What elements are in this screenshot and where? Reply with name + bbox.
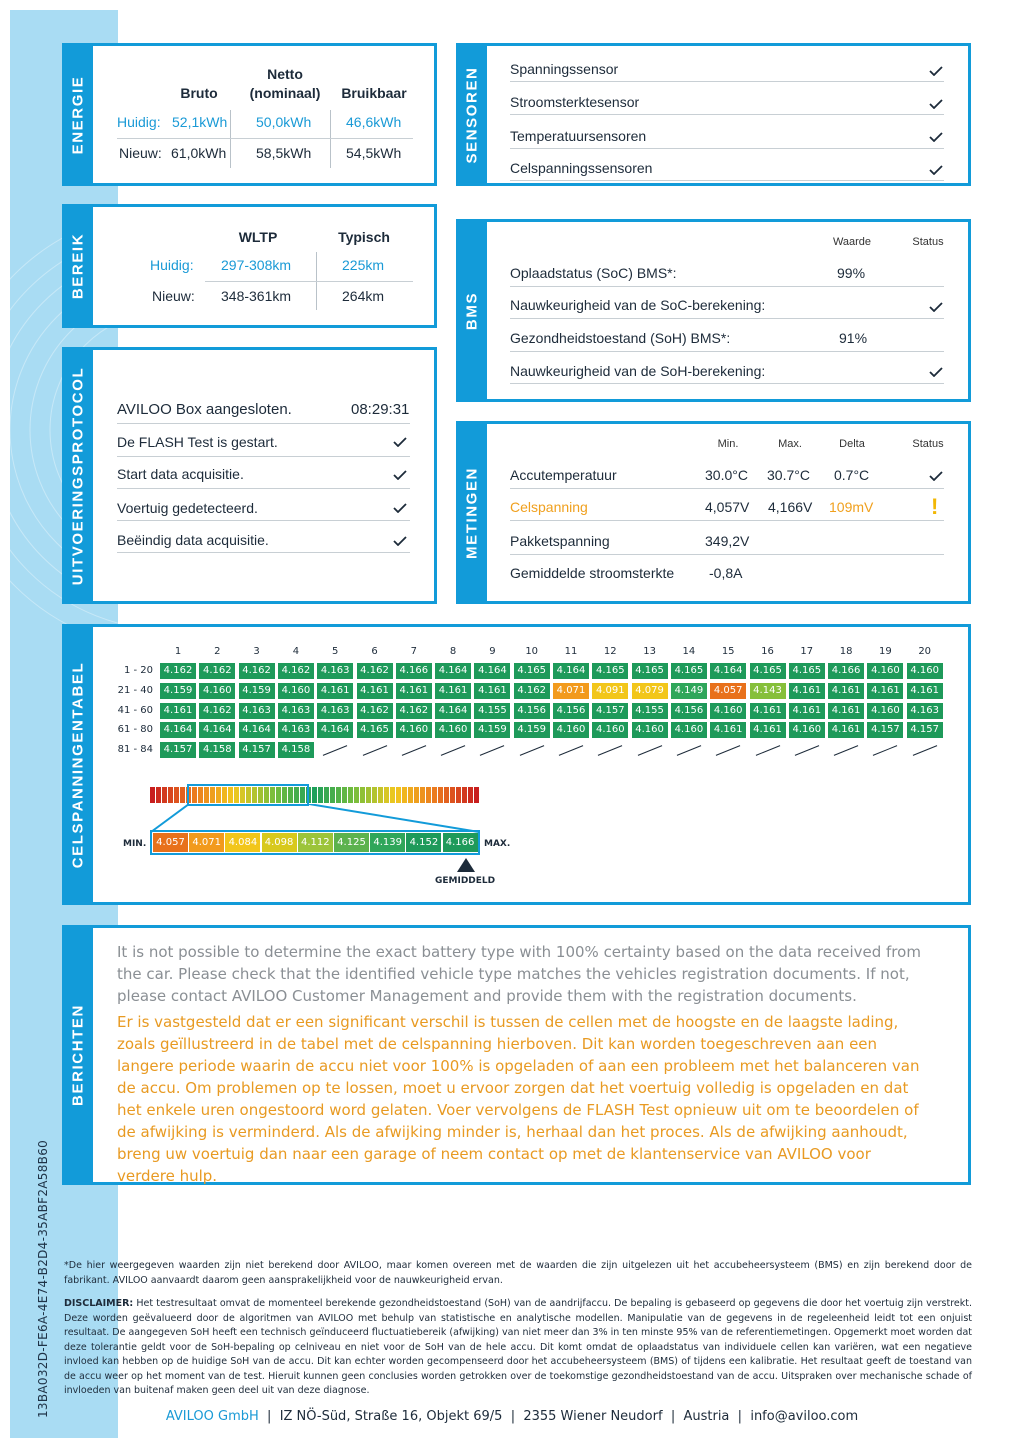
check-icon bbox=[929, 132, 943, 142]
cell-voltage: 4.160 bbox=[867, 703, 903, 719]
gradient-segment bbox=[432, 787, 437, 803]
cell-voltage: 4.161 bbox=[160, 703, 196, 719]
column-number: 4 bbox=[292, 646, 300, 657]
footnote: *De hier weergegeven waarden zijn niet berekend door AVILOO, maar komen overeen met de waarden die zijn uitgelezen uit het accubeheersysteem (BMS) en zijn berekend door de fabrikant. AVILOO aanvaardt daarom geen aansprakelijkheid voor de nauwkeurigheid ervan. bbox=[64, 1260, 972, 1286]
cell-voltage: 4.164 bbox=[435, 703, 471, 719]
sensor-divider bbox=[510, 148, 944, 149]
cell-voltage: 4.143 bbox=[750, 683, 786, 699]
cell-voltage: 4.157 bbox=[907, 722, 943, 738]
gradient-segment bbox=[402, 787, 407, 803]
bms-divider bbox=[510, 286, 944, 287]
range-current-wltp: 297-308km bbox=[221, 257, 292, 273]
column-number: 19 bbox=[879, 646, 892, 657]
messages-title: BERICHTEN bbox=[69, 1004, 86, 1106]
scale-max-label: MAX. bbox=[484, 839, 511, 849]
bms-soh-value: 91% bbox=[839, 330, 868, 346]
cell-voltage: 4.163 bbox=[907, 703, 943, 719]
message-dutch: Er is vastgesteld dat er een significant verschil is tussen de cellen met de hoogste en de laagste lading, zoals geïllustreerd in de tabel met de celspanning hierboven. Dit kan worden toegeschreven aan een langere periode waarin de accu niet voor 100% is opgeladen of aan een probleem met het balanceren van de accu. Om problemen op te lossen, moet u ervoor zorgen dat het voertuig volledig is opgeladen en dat het enkele uren ongestoord word gelaten. Voer vervolgens de FLASH Test opnieuw uit om te beoordelen of de afwijking is verminderd. Als de afwijking minder is, herhaal dan het proces. Als de afwijking aanhoudt, breng uw voertuig dan naar een garage of neem contact op met de klantenservice van AVILOO voor verdere hulp. bbox=[117, 1013, 920, 1185]
cell-voltage: 4.166 bbox=[396, 663, 432, 679]
column-number: 2 bbox=[214, 646, 221, 657]
gradient-segment bbox=[372, 787, 377, 803]
cell-voltage: 4.166 bbox=[828, 663, 864, 679]
column-number: 18 bbox=[839, 646, 853, 657]
column-number: 17 bbox=[800, 646, 814, 657]
cell-voltage: 4.162 bbox=[160, 663, 196, 679]
gradient-segment bbox=[156, 787, 161, 803]
cell-voltage: 4.161 bbox=[396, 683, 432, 699]
sensor-divider bbox=[510, 180, 944, 181]
footer-separator: | bbox=[267, 1409, 272, 1424]
cell-voltage: 4.160 bbox=[867, 663, 903, 679]
row-label: 1 - 20 bbox=[123, 665, 153, 676]
cell-voltage: 4.160 bbox=[907, 663, 943, 679]
gradient-segment bbox=[384, 787, 389, 803]
meas-col-delta: Delta bbox=[839, 438, 865, 450]
gradient-segment bbox=[420, 787, 425, 803]
sensor-divider bbox=[510, 81, 944, 82]
cell-voltage: 4.161 bbox=[867, 683, 903, 699]
column-number: 20 bbox=[918, 646, 932, 657]
cell-voltage: 4.156 bbox=[671, 703, 707, 719]
cell-voltage: 4.164 bbox=[239, 722, 275, 738]
energy-divider bbox=[230, 110, 231, 168]
cell-voltage: 4.165 bbox=[632, 663, 668, 679]
meas-min: 4,057V bbox=[705, 499, 750, 515]
sensor-item: Stroomsterktesensor bbox=[510, 94, 640, 110]
meas-col-status: Status bbox=[912, 438, 944, 450]
scale-value: 4.084 bbox=[225, 833, 260, 852]
check-icon bbox=[393, 437, 407, 447]
column-number: 10 bbox=[525, 646, 539, 657]
range-row-divider bbox=[205, 281, 413, 282]
cell-voltage: 4.071 bbox=[553, 683, 589, 699]
cell-voltage: 4.157 bbox=[867, 722, 903, 738]
energy-col-bruto: Bruto bbox=[180, 85, 218, 101]
gradient-segment bbox=[318, 787, 323, 803]
bms-divider bbox=[510, 383, 944, 384]
column-number: 8 bbox=[449, 646, 457, 657]
energy-row-divider bbox=[117, 138, 413, 139]
footer-country: Austria bbox=[683, 1409, 730, 1424]
scale-value: 4.071 bbox=[189, 833, 224, 852]
cell-voltage: 4.163 bbox=[278, 703, 314, 719]
document-id: 13BA032D-FE6A-4E74-B2D4-35ABF2A58B60 bbox=[36, 1139, 50, 1418]
energy-tab bbox=[62, 43, 93, 186]
protocol-heading: AVILOO Box aangesloten. bbox=[117, 401, 292, 418]
gradient-segment bbox=[324, 787, 329, 803]
cell-voltage: 4.164 bbox=[199, 722, 235, 738]
row-label: 81 - 84 bbox=[117, 744, 153, 756]
cell-voltage: 4.164 bbox=[160, 722, 196, 738]
column-number: 12 bbox=[603, 646, 617, 657]
check-icon bbox=[393, 536, 407, 546]
bms-col-status: Status bbox=[912, 236, 944, 248]
energy-col-netto: Netto bbox=[267, 66, 303, 82]
protocol-divider bbox=[117, 423, 410, 424]
protocol-step: Start data acquisitie. bbox=[117, 466, 244, 482]
bms-divider bbox=[510, 351, 944, 352]
cell-voltage: 4.161 bbox=[828, 722, 864, 738]
gradient-segment bbox=[360, 787, 365, 803]
cell-voltage: 4.164 bbox=[710, 663, 746, 679]
message-english: It is not possible to determine the exact battery type with 100% certainty based on the data received from the car. Please check that the identified vehicle type matches the vehicles registration documents. If not, please contact AVILOO Customer Management and provide them with the registration documents. bbox=[117, 943, 921, 1005]
gradient-segment bbox=[174, 787, 179, 803]
check-icon bbox=[929, 99, 943, 109]
range-col-wltp: WLTP bbox=[238, 229, 278, 245]
cell-voltage: 4.160 bbox=[671, 722, 707, 738]
meas-col-min: Min. bbox=[717, 438, 739, 450]
column-number: 9 bbox=[489, 646, 496, 657]
cell-voltage: 4.160 bbox=[553, 722, 589, 738]
footer-separator: | bbox=[670, 1409, 676, 1424]
disclaimer-label: DISCLAIMER: bbox=[64, 1298, 134, 1309]
cell-voltage: 4.159 bbox=[474, 722, 510, 738]
row-label: 21 - 40 bbox=[117, 684, 153, 696]
column-number: 3 bbox=[253, 646, 260, 657]
meas-delta: 0.7°C bbox=[834, 467, 870, 483]
cell-voltage: 4.161 bbox=[828, 703, 864, 719]
cell-voltage: 4.162 bbox=[357, 703, 393, 719]
cell-voltage: 4.164 bbox=[474, 663, 510, 679]
bms-soc-value: 99% bbox=[837, 265, 866, 281]
bms-tab bbox=[456, 219, 487, 402]
range-tab bbox=[62, 204, 93, 328]
cell-voltage: 4.159 bbox=[160, 683, 196, 699]
scale-value: 4.112 bbox=[298, 833, 333, 852]
meas-delta: 109mV bbox=[829, 499, 874, 515]
cell-voltage: 4.165 bbox=[671, 663, 707, 679]
meas-max: 30.7°C bbox=[767, 467, 810, 483]
meas-row-label: Accutemperatuur bbox=[510, 467, 617, 483]
gradient-highlight bbox=[187, 784, 309, 806]
gradient-segment bbox=[444, 787, 449, 803]
footer-separator: | bbox=[737, 1409, 743, 1424]
protocol-tab bbox=[62, 347, 93, 604]
range-title: BEREIK bbox=[69, 232, 86, 300]
check-icon bbox=[929, 302, 943, 312]
gradient-segment bbox=[438, 787, 443, 803]
scale-avg-label: GEMIDDELD bbox=[435, 876, 496, 886]
energy-current-netto: 50,0kWh bbox=[256, 114, 312, 130]
cell-voltage: 4.158 bbox=[278, 742, 314, 758]
scale-value: 4.125 bbox=[334, 833, 369, 852]
meas-row-label: Celspanning bbox=[510, 499, 588, 515]
range-current-label: Huidig: bbox=[150, 257, 194, 273]
column-number: 13 bbox=[643, 646, 656, 657]
gradient-segment bbox=[312, 787, 317, 803]
protocol-title: UITVOERINGSPROTOCOL bbox=[69, 366, 86, 585]
energy-new-netto: 58,5kWh bbox=[256, 145, 312, 161]
protocol-step: Beëindig data acquisitie. bbox=[117, 532, 269, 548]
range-new-label: Nieuw: bbox=[152, 288, 195, 304]
cell-voltage: 4.165 bbox=[750, 663, 786, 679]
cell-voltage: 4.165 bbox=[592, 663, 628, 679]
energy-new-label: Nieuw: bbox=[119, 145, 162, 161]
disclaimer-text: Het testresultaat omvat de momenteel berekende gezondheidstoestand (SoH) van de aandrijfaccu. De bepaling is gebaseerd op gegevens die door het voertuig zijn verstrekt. Deze worden geëvalueerd door de algoritmen van AVILOO met behulp van statistische en analytische modellen. Manipulatie van de gegevens in de regeleenheid leidt tot een onjuist resultaat. De aangegeven SoH heeft een technisch geïnduceerd fluctuatiebereik (afwijking) van niet meer dan 3% in ten minste 95% van de referentiemetingen. Opgemerkt moet worden dat deze tolerantie geldt voor de SoH-bepaling op celniveau en niet voor de SoH van de hele accu. Dit komt omdat de oplaadstatus van individuele cellen kan variëren, wat een negatieve invloed kan hebben op de huidige SoH van de accu. Dit kan echter worden gecompenseerd door het accubeheersysteem (BMS) of tijdens een kalibratie. Het resultaat geeft de toestand van de accu weer op het moment van de test. Hieruit kunnen geen conclusies worden getrokken over de toekomstige gezondheidstoestand van de accu. Uitspraken over mechanische schade of invloeden van buitenaf maken geen deel uit van deze diagnose. bbox=[64, 1298, 972, 1396]
check-icon bbox=[929, 471, 943, 481]
protocol-divider bbox=[117, 456, 410, 457]
protocol-step: De FLASH Test is gestart. bbox=[117, 434, 278, 450]
cell-voltage: 4.162 bbox=[239, 663, 275, 679]
sensor-item: Celspanningssensoren bbox=[510, 160, 653, 176]
cell-voltage: 4.163 bbox=[239, 703, 275, 719]
bms-title: BMS bbox=[463, 291, 480, 330]
column-number: 15 bbox=[721, 646, 735, 657]
cell-voltage: 4.161 bbox=[828, 683, 864, 699]
cell-voltage: 4.163 bbox=[317, 703, 353, 719]
row-label: 41 - 60 bbox=[117, 704, 153, 716]
cell-voltage: 4.155 bbox=[474, 703, 510, 719]
column-number: 5 bbox=[332, 646, 339, 657]
footer-company: AVILOO GmbH bbox=[165, 1409, 259, 1424]
cell-voltage: 4.162 bbox=[514, 683, 550, 699]
gradient-segment bbox=[336, 787, 341, 803]
footer-email-link[interactable]: info@aviloo.com bbox=[750, 1409, 859, 1424]
scale-value: 4.098 bbox=[262, 833, 297, 852]
gradient-segment bbox=[354, 787, 359, 803]
range-new-typical: 264km bbox=[342, 288, 385, 304]
cell-voltage: 4.057 bbox=[710, 683, 746, 699]
cell-voltage: 4.159 bbox=[514, 722, 550, 738]
column-number: 7 bbox=[410, 646, 417, 657]
cell-voltage: 4.161 bbox=[317, 683, 353, 699]
cell-voltage: 4.162 bbox=[278, 663, 314, 679]
cell-voltage: 4.163 bbox=[278, 722, 314, 738]
cell-voltage: 4.161 bbox=[789, 703, 825, 719]
scale-value: 4.166 bbox=[443, 833, 478, 852]
gradient-segment bbox=[462, 787, 467, 803]
meas-row-label: Pakketspanning bbox=[510, 533, 610, 549]
cell-voltage: 4.165 bbox=[789, 663, 825, 679]
cell-voltage: 4.161 bbox=[750, 722, 786, 738]
bms-row-label: Oplaadstatus (SoC) BMS*: bbox=[510, 265, 677, 281]
check-icon bbox=[393, 470, 407, 480]
gradient-segment bbox=[348, 787, 353, 803]
meas-min: -0,8A bbox=[709, 565, 743, 581]
cell-voltage: 4.079 bbox=[632, 683, 668, 699]
sensors-title: SENSOREN bbox=[463, 66, 480, 163]
energy-divider bbox=[330, 110, 331, 168]
cell-voltage: 4.161 bbox=[357, 683, 393, 699]
meas-divider bbox=[510, 488, 944, 489]
gradient-segment bbox=[426, 787, 431, 803]
sensor-divider bbox=[510, 114, 944, 115]
cell-voltage: 4.160 bbox=[396, 722, 432, 738]
cell-voltage: 4.161 bbox=[474, 683, 510, 699]
footer bbox=[0, 1409, 1024, 1424]
column-number: 6 bbox=[371, 646, 378, 657]
column-number: 14 bbox=[682, 646, 696, 657]
column-number: 11 bbox=[564, 646, 578, 657]
cell-voltage: 4.160 bbox=[592, 722, 628, 738]
energy-title: ENERGIE bbox=[69, 75, 86, 154]
range-new-wltp: 348-361km bbox=[221, 288, 292, 304]
gradient-segment bbox=[396, 787, 401, 803]
cell-voltage: 4.160 bbox=[199, 683, 235, 699]
energy-new-bruto: 61,0kWh bbox=[171, 145, 227, 161]
protocol-time: 08:29:31 bbox=[351, 401, 410, 418]
check-icon bbox=[393, 503, 407, 513]
scale-value: 4.057 bbox=[153, 833, 188, 852]
cell-voltage: 4.156 bbox=[553, 703, 589, 719]
cell-voltage: 4.162 bbox=[357, 663, 393, 679]
meas-col-max: Max. bbox=[778, 438, 802, 450]
cell-voltage: 4.160 bbox=[632, 722, 668, 738]
energy-new-bruikbaar: 54,5kWh bbox=[346, 145, 402, 161]
row-label: 61 - 80 bbox=[117, 724, 153, 736]
cell-voltage: 4.157 bbox=[239, 742, 275, 758]
column-number: 16 bbox=[761, 646, 774, 657]
cell-table-title: CELSPANNINGENTABEL bbox=[69, 661, 86, 868]
cell-voltage: 4.161 bbox=[710, 722, 746, 738]
footer-city: 2355 Wiener Neudorf bbox=[523, 1409, 663, 1424]
gradient-segment bbox=[168, 787, 173, 803]
cell-voltage: 4.164 bbox=[553, 663, 589, 679]
meas-row-label: Gemiddelde stroomsterkte bbox=[510, 565, 675, 581]
scale-value: 4.139 bbox=[370, 833, 405, 852]
cell-voltage: 4.160 bbox=[278, 683, 314, 699]
measurements-tab bbox=[456, 421, 487, 604]
protocol-divider bbox=[117, 488, 410, 489]
cell-voltage: 4.164 bbox=[317, 722, 353, 738]
gradient-segment bbox=[456, 787, 461, 803]
cell-voltage: 4.149 bbox=[671, 683, 707, 699]
cell-voltage: 4.165 bbox=[514, 663, 550, 679]
cell-voltage: 4.091 bbox=[592, 683, 628, 699]
cell-voltage: 4.160 bbox=[789, 722, 825, 738]
warning-icon: ! bbox=[931, 494, 939, 519]
average-marker-icon bbox=[457, 858, 475, 872]
meas-min: 349,2V bbox=[705, 533, 750, 549]
gradient-segment bbox=[390, 787, 395, 803]
cell-voltage: 4.161 bbox=[789, 683, 825, 699]
gradient-segment bbox=[408, 787, 413, 803]
meas-max: 4,166V bbox=[768, 499, 813, 515]
cell-voltage: 4.157 bbox=[592, 703, 628, 719]
check-icon bbox=[929, 66, 943, 76]
gradient-segment bbox=[330, 787, 335, 803]
energy-col-bruikbaar: Bruikbaar bbox=[341, 85, 407, 101]
cell-voltage: 4.162 bbox=[396, 703, 432, 719]
cell-voltage: 4.162 bbox=[199, 663, 235, 679]
footer-separator: | bbox=[510, 1409, 516, 1424]
protocol-divider bbox=[117, 520, 410, 521]
gradient-segment bbox=[162, 787, 167, 803]
cell-voltage: 4.163 bbox=[317, 663, 353, 679]
energy-current-bruikbaar: 46,6kWh bbox=[346, 114, 402, 130]
cell-voltage: 4.157 bbox=[160, 742, 196, 758]
cell-table-tab bbox=[62, 624, 93, 905]
cell-voltage: 4.164 bbox=[435, 663, 471, 679]
range-col-typical: Typisch bbox=[338, 229, 390, 245]
sensor-item: Temperatuursensoren bbox=[510, 128, 647, 144]
gradient-segment bbox=[366, 787, 371, 803]
measurements-title: METINGEN bbox=[463, 466, 480, 559]
bms-divider bbox=[510, 318, 944, 319]
cell-voltage: 4.161 bbox=[907, 683, 943, 699]
sensor-item: Spanningssensor bbox=[510, 61, 619, 77]
cell-voltage: 4.156 bbox=[514, 703, 550, 719]
cell-voltage: 4.161 bbox=[750, 703, 786, 719]
sensors-tab bbox=[456, 43, 487, 186]
cell-voltage: 4.158 bbox=[199, 742, 235, 758]
protocol-divider bbox=[117, 552, 410, 553]
scale-min-label: MIN. bbox=[123, 839, 147, 849]
check-icon bbox=[929, 165, 943, 175]
gradient-segment bbox=[468, 787, 473, 803]
check-icon bbox=[929, 367, 943, 377]
cell-voltage: 4.160 bbox=[710, 703, 746, 719]
energy-current-bruto: 52,1kWh bbox=[172, 114, 228, 130]
gradient-segment bbox=[342, 787, 347, 803]
scale-value: 4.152 bbox=[406, 833, 441, 852]
bms-row-label: Gezondheidstoestand (SoH) BMS*: bbox=[510, 330, 731, 346]
column-number: 1 bbox=[174, 646, 182, 657]
meas-divider bbox=[510, 554, 944, 555]
bms-col-value: Waarde bbox=[832, 236, 872, 248]
meas-divider bbox=[510, 520, 944, 521]
messages-tab bbox=[62, 925, 93, 1185]
gradient-segment bbox=[378, 787, 383, 803]
gradient-segment bbox=[150, 787, 155, 803]
cell-voltage: 4.159 bbox=[239, 683, 275, 699]
meas-min: 30.0°C bbox=[705, 467, 748, 483]
gradient-segment bbox=[414, 787, 419, 803]
cell-voltage: 4.160 bbox=[435, 722, 471, 738]
range-current-typical: 225km bbox=[342, 257, 385, 273]
footer-address: IZ NÖ-Süd, Straße 16, Objekt 69/5 bbox=[279, 1409, 503, 1424]
gradient-segment bbox=[474, 787, 479, 803]
cell-voltage: 4.161 bbox=[435, 683, 471, 699]
gradient-segment bbox=[180, 787, 185, 803]
bms-row-label: Nauwkeurigheid van de SoC-berekening: bbox=[510, 297, 766, 313]
bms-row-label: Nauwkeurigheid van de SoH-berekening: bbox=[510, 363, 766, 379]
gradient-segment bbox=[450, 787, 455, 803]
cell-voltage: 4.155 bbox=[632, 703, 668, 719]
protocol-step: Voertuig gedetecteerd. bbox=[117, 500, 258, 516]
cell-voltage: 4.165 bbox=[357, 722, 393, 738]
cell-voltage: 4.162 bbox=[199, 703, 235, 719]
disclaimer bbox=[64, 1297, 972, 1399]
energy-col-netto-sub: (nominaal) bbox=[249, 85, 321, 101]
energy-current-label: Huidig: bbox=[117, 114, 161, 130]
